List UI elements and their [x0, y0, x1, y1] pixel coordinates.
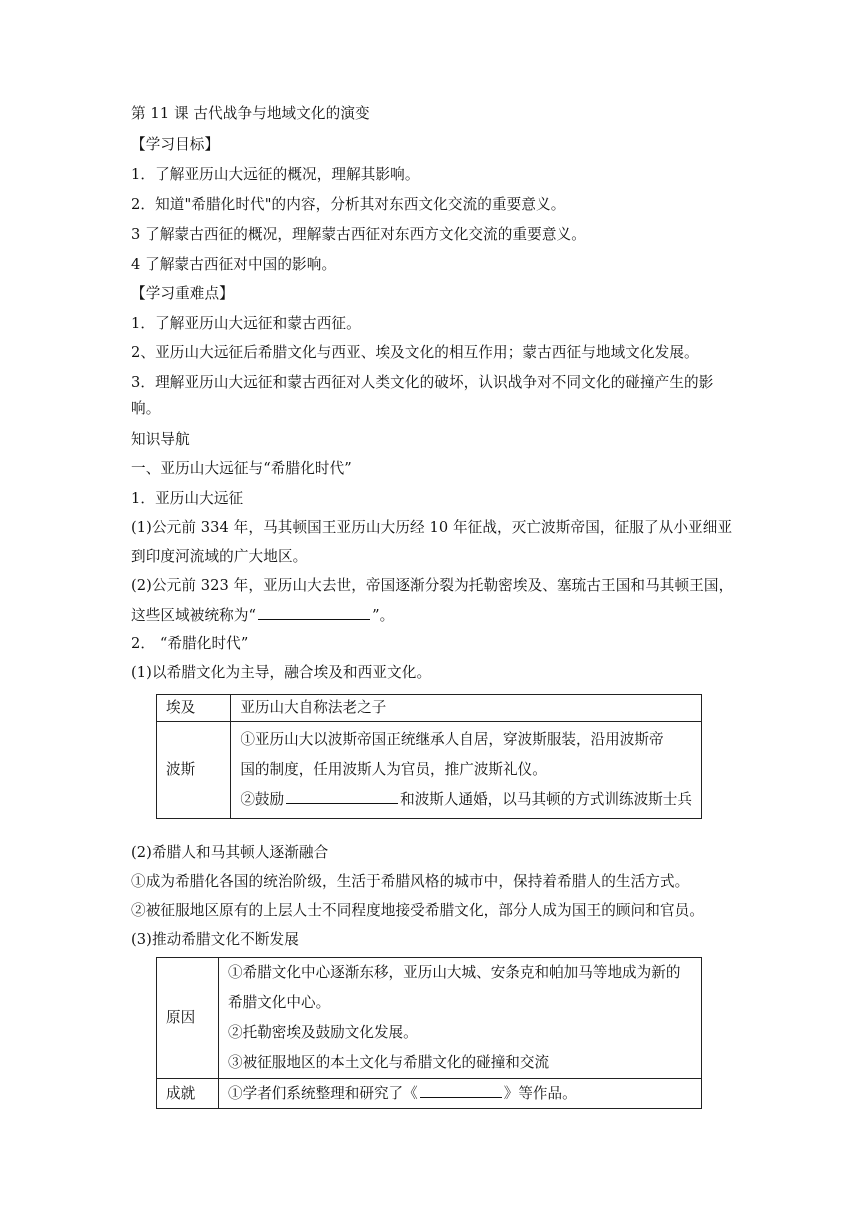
table-content-cell: [231, 722, 702, 819]
table-label-cell: 原因: [157, 958, 219, 1079]
key-point-item: 响。: [131, 400, 161, 417]
fill-in-blank: [286, 789, 398, 804]
table-content-cell: [219, 1079, 702, 1109]
cell-line: ②托勒密埃及鼓励文化发展。: [228, 1024, 418, 1041]
cell-line: 国的制度，任用波斯人为官员，推广波斯礼仪。: [240, 761, 547, 778]
cell-line: [240, 785, 692, 815]
objective-item: 4 了解蒙古西征对中国的影响。: [131, 256, 337, 273]
table-row: [157, 722, 702, 819]
key-point-item: 2、亚历山大远征后希腊文化与西亚、埃及文化的相互作用；蒙古西征与地域文化发展。: [131, 344, 699, 361]
section-heading: 一、亚历山大远征与“希腊化时代”: [131, 460, 352, 477]
text-fragment: 这些区域被统称为“: [131, 607, 257, 624]
table-row: [157, 958, 702, 1079]
table-label-cell: 波斯: [157, 722, 231, 819]
text-fragment: ②鼓励: [240, 791, 285, 808]
key-point-item: 1．了解亚历山大远征和蒙古西征。: [131, 315, 361, 332]
key-point-item: 3．理解亚历山大远征和蒙古西征对人类文化的破坏，认识战争对不同文化的碰撞产生的影: [131, 374, 714, 391]
paragraph-line: (1)公元前 334 年，马其顿国王亚历山大历经 10 年征战，灭亡波斯帝国，征服了从小亚细亚: [131, 519, 733, 536]
cell-line: ①希腊文化中心逐渐东移，亚历山大城、安条克和帕加马等地成为新的: [228, 964, 681, 981]
paragraph-line: [131, 605, 394, 626]
paragraph-line: (2)公元前 323 年，亚历山大去世，帝国逐渐分裂为托勒密埃及、塞琉古王国和马其顿王国，: [131, 577, 734, 594]
cell-line: 希腊文化中心。: [228, 994, 331, 1011]
table-content-cell: [219, 958, 702, 1079]
paragraph-line: ②被征服地区原有的上层人士不同程度地接受希腊文化，部分人成为国王的顾问和官员。: [131, 902, 705, 919]
fill-in-blank: [420, 1083, 502, 1098]
text-fragment: 》等作品。: [503, 1085, 577, 1102]
cell-line: ③被征服地区的本土文化与希腊文化的碰撞和交流: [228, 1054, 550, 1071]
paragraph-line: ①成为希腊化各国的统治阶级，生活于希腊风格的城市中，保持着希腊人的生活方式。: [131, 873, 690, 890]
table-label-cell: 成就: [157, 1079, 219, 1109]
table-row: [157, 695, 702, 722]
table-row: [157, 1079, 702, 1109]
key-points-heading: 【学习重难点】: [131, 285, 234, 302]
text-fragment: ”。: [372, 607, 395, 624]
paragraph-line: (3)推动希腊文化不断发展: [131, 931, 299, 948]
text-fragment: ①学者们系统整理和研究了《: [228, 1085, 418, 1102]
paragraph-line: (1)以希腊文化为主导，融合埃及和西亚文化。: [131, 664, 432, 681]
egypt-persia-table: [156, 694, 702, 819]
nav-heading: 知识导航: [131, 431, 190, 448]
subsection-heading: 1．亚历山大远征: [131, 490, 244, 507]
paragraph-line: 到印度河流域的广大地区。: [131, 548, 308, 565]
table-content-cell: 亚历山大自称法老之子: [231, 695, 702, 722]
hellenistic-development-table: [156, 957, 702, 1109]
table-label-cell: 埃及: [157, 695, 231, 722]
fill-in-blank: [258, 605, 370, 620]
paragraph-line: (2)希腊人和马其顿人逐渐融合: [131, 844, 329, 861]
objective-item: 3 了解蒙古西征的概况，理解蒙古西征对东西方文化交流的重要意义。: [131, 226, 586, 243]
text-fragment: 和波斯人通婚，以马其顿的方式训练波斯士兵: [400, 791, 692, 808]
subsection-heading: 2． “希腊化时代”: [131, 635, 249, 652]
objectives-heading: 【学习目标】: [131, 136, 220, 153]
cell-line: ①亚历山大以波斯帝国正统继承人自居，穿波斯服装，沿用波斯帝: [240, 731, 664, 748]
objective-item: 2．知道"希腊化时代"的内容，分析其对东西文化交流的重要意义。: [131, 196, 566, 213]
objective-item: 1．了解亚历山大远征的概况，理解其影响。: [131, 166, 420, 183]
lesson-title: 第 11 课 古代战争与地域文化的演变: [131, 105, 370, 122]
